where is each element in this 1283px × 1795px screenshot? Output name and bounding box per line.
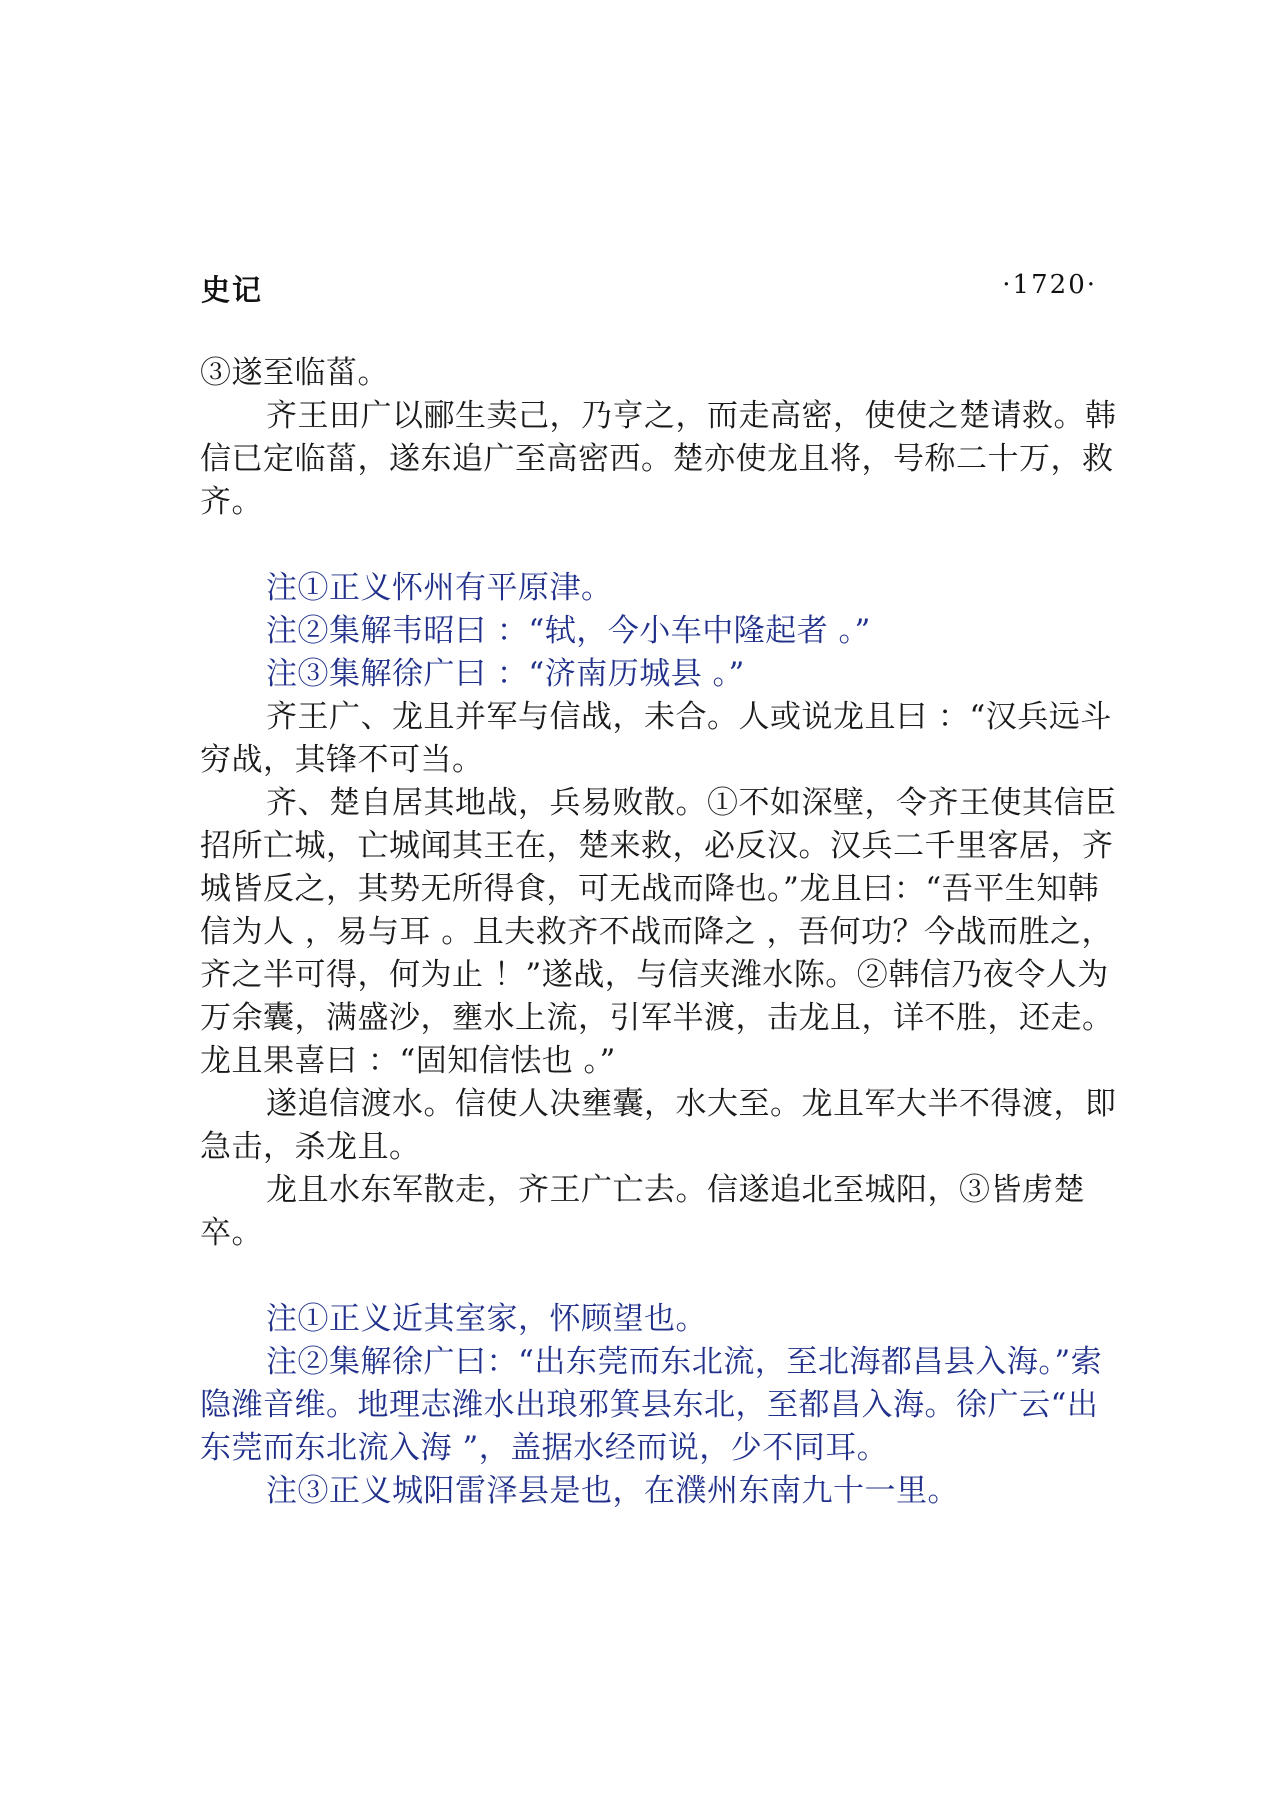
annotation-note: 注③集解徐广曰 ：“济南历城县 。” [266, 656, 745, 692]
text-paragraph: 龙且水东军散走，齐王广亡去。信遂追北至城阳，③皆虏楚卒。 [200, 1172, 1085, 1251]
book-title: 史记 [201, 273, 264, 307]
page-content [200, 352, 1120, 1513]
text-paragraph: 遂追信渡水。信使人决壅囊，水大至。龙且军大半不得渡，即急击，杀龙且。 [200, 1086, 1117, 1165]
text-paragraph: 齐王广、龙且并军与信战，未合。人或说龙且曰 ：“汉兵远斗穷战，其锋不可当。 [200, 699, 1112, 778]
annotation-note: 注①正义近其室家，怀顾望也。 [266, 1301, 707, 1337]
annotation-note: 注①正义怀州有平原津。 [266, 570, 613, 606]
text-paragraph: 齐王田广以郦生卖己，乃亨之，而走高密，使使之楚请救。韩信已定临菑，遂东追广至高密西。楚亦使龙且将，号称二十万，救齐。 [200, 398, 1117, 520]
text-paragraph: 齐、楚自居其地战，兵易败散。①不如深壁，令齐王使其信臣招所亡城，亡城闻其王在，楚来救，必反汉。汉兵二千里客居，齐城皆反之，其势无所得食，可无战而降也。”龙且曰：“吾平生知韩信为人 ，易与耳 。且夫救齐不战而降之 ，吾何功？今战而胜之，齐之半可得，何为止 ！”遂战，与信夹潍水陈。②韩信乃夜令人为万余囊，满盛沙，壅水上流，引军半渡，击龙且，详不胜，还走。龙且果喜曰 ：“固知信怯也 。” [200, 785, 1117, 1079]
text-paragraph: ③遂至临菑。 [200, 355, 389, 391]
page-number: ·1720· [1002, 270, 1097, 300]
page-header [201, 268, 1097, 308]
annotation-note: 注②集解徐广曰：“出东莞而东北流，至北海都昌县入海。”索隐潍音维。地理志潍水出琅邪箕县东北，至都昌入海。徐广云“出东莞而东北流入海 ”，盖据水经而说，少不同耳。 [200, 1344, 1103, 1466]
annotation-note: 注②集解韦昭曰 ：“轼，今小车中隆起者 。” [266, 613, 871, 649]
annotation-note: 注③正义城阳雷泽县是也，在濮州东南九十一里。 [266, 1473, 959, 1509]
